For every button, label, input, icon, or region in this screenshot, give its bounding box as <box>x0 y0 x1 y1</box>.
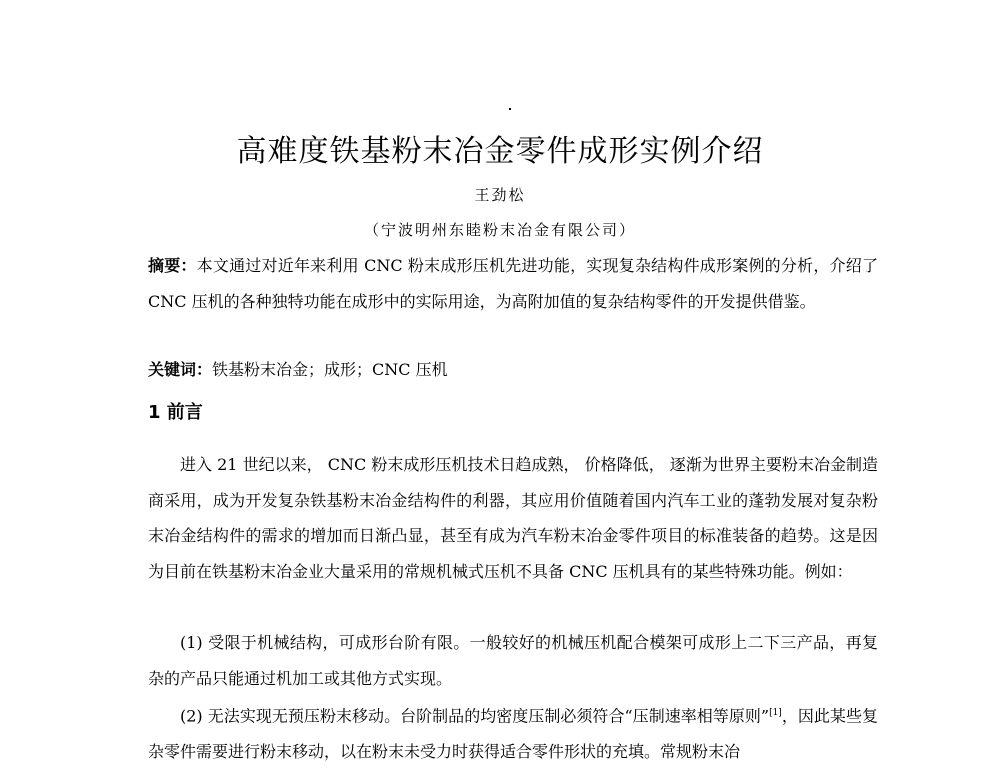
keywords-text: 铁基粉末冶金；成形；CNC 压机 <box>212 360 448 379</box>
list-item-1: (1) 受限于机械结构，可成形台阶有限。一般较好的机械压机配合模架可成形上二下三产品，再复杂的产品只能通过机加工或其他方式实现。 <box>148 633 878 688</box>
list-item-2 <box>148 696 878 769</box>
keywords-label: 关键词： <box>148 360 213 379</box>
list-item-2-text: (2) 无法实现无预压粉末移动。台阶制品的均密度压制必须符合“压制速率相等原则” <box>180 706 770 726</box>
abstract-text: 本文通过对近年来利用 CNC 粉末成形压机先进功能，实现复杂结构件成形案例的分析，介绍了 CNC 压机的各种独特功能在成形中的实际用途，为高附加值的复杂结构零件的开发提供借鉴。 <box>148 256 878 311</box>
abstract-label: 摘要： <box>148 256 197 275</box>
list-item-2-text-cont: ，因此某些复杂零件需要进行粉末移动，以在粉末未受力时获得适合零件形状的充填。常规粉末冶 <box>148 706 878 761</box>
intro-paragraph: 进入 21 世纪以来， CNC 粉末成形压机技术日趋成熟， 价格降低， 逐渐为世界主要粉末冶金制造商采用，成为开发复杂铁基粉末冶金结构件的利器，其应用价值随着国内汽车工业的蓬勃发展对复杂粉末冶金结构件的需求的增加而日渐凸显，甚至有成为汽车粉末冶金零件项目的标准装备的趋势。这是因为目前在铁基粉末冶金业大量采用的常规机械式压机不具备 CNC 压机具有的某些特殊功能。例如： <box>148 455 878 581</box>
keywords-paragraph <box>148 352 878 388</box>
scan-speck <box>509 108 511 110</box>
paper-title: 高难度铁基粉末冶金零件成形实例介绍 <box>236 134 764 169</box>
citation-ref: [1] <box>769 708 782 718</box>
section-heading-introduction: 1 前言 <box>148 402 203 423</box>
author-affiliation: （宁波明州东睦粉末冶金有限公司） <box>363 221 636 239</box>
abstract-paragraph <box>148 248 878 319</box>
author-name: 王劲松 <box>474 186 526 204</box>
